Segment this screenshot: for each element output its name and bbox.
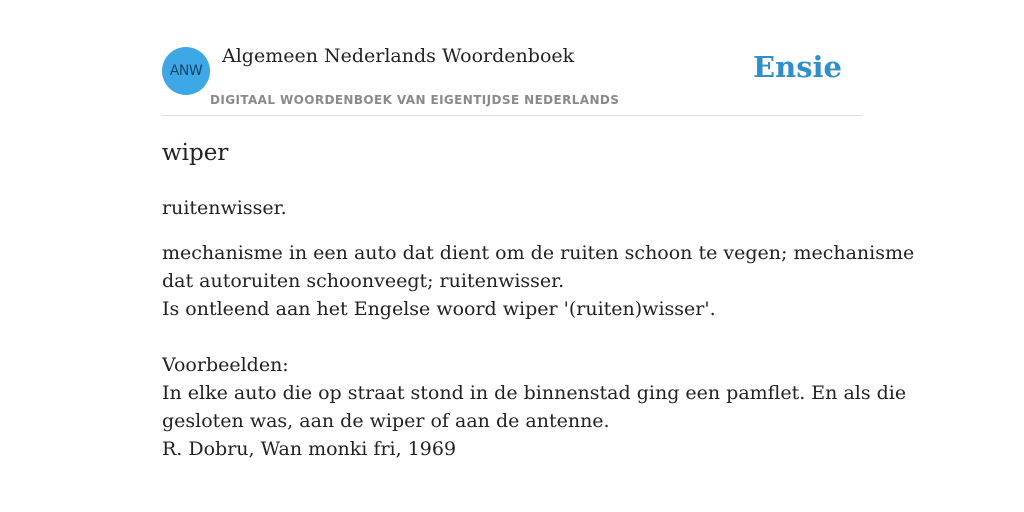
long-definition [162, 239, 915, 463]
definition-line: dat autoruiten schoonveegt; ruitenwisser. [162, 270, 565, 292]
site-subtitle: DIGITAAL WOORDENBOEK VAN EIGENTIJDSE NEDERLANDS [210, 93, 620, 107]
ensie-brand-logo[interactable]: Ensie [753, 50, 842, 84]
etymology-line: Is ontleend aan het Engelse woord wiper '(ruiten)wisser'. [162, 298, 716, 320]
example-line: In elke auto die op straat stond in de binnenstad ging een pamflet. En als die [162, 382, 907, 404]
blank-line [162, 323, 862, 351]
example-line: gesloten was, aan de wiper of aan de antenne. [162, 410, 610, 432]
definition-line: mechanisme in een auto dat dient om de ruiten schoon te vegen; mechanisme [162, 242, 915, 264]
site-title[interactable]: Algemeen Nederlands Woordenboek [222, 45, 575, 67]
header [162, 0, 862, 116]
headword: wiper [162, 140, 229, 166]
logo-text: ANW [169, 63, 203, 79]
examples-label: Voorbeelden: [162, 354, 289, 376]
anw-logo-icon[interactable] [162, 47, 210, 95]
example-source: R. Dobru, Wan monki fri, 1969 [162, 438, 457, 460]
short-definition: ruitenwisser. [162, 197, 287, 219]
entry-card [162, 0, 915, 512]
